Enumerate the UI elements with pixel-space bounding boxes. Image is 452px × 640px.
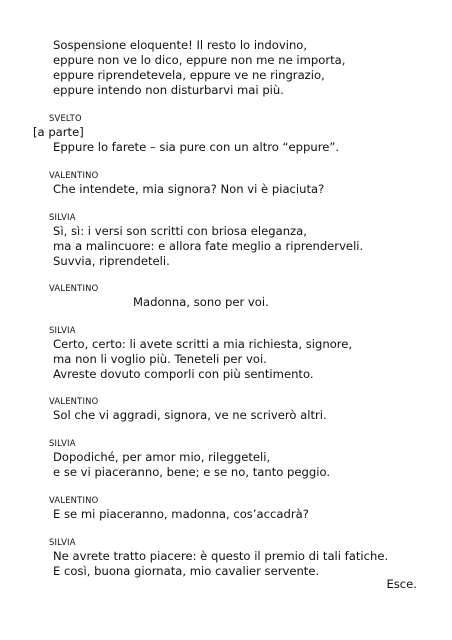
dialogue-line: ma non li voglio più. Teneteli per voi.: [53, 352, 267, 366]
dialogue-line: Suvvia, riprendeteli.: [53, 254, 170, 268]
speaker-name: VALENTINO: [49, 396, 99, 406]
dialogue-line: Eppure lo farete – sia pure con un altro “eppure”.: [53, 140, 340, 154]
dialogue-line: E così, buona giornata, mio cavalier servente.: [53, 564, 320, 578]
speaker-name: SVELTO: [49, 113, 82, 123]
dialogue-line: e se vi piaceranno, bene; e se no, tanto peggio.: [53, 465, 331, 479]
dialogue-line: Madonna, sono per voi.: [133, 295, 269, 309]
dialogue-line: Che intendete, mia signora? Non vi è piaciuta?: [53, 182, 325, 196]
dialogue-line: Avreste dovuto comporli con più sentimento.: [53, 367, 314, 381]
dialogue-line: eppure riprendetevela, eppure ve ne ringrazio,: [53, 68, 325, 82]
dialogue-line: Sì, sì: i versi son scritti con briosa eleganza,: [53, 224, 307, 238]
dialogue-line: eppure non ve lo dico, eppure non me ne importa,: [53, 53, 346, 67]
stage-aside: [a parte]: [33, 125, 84, 139]
dialogue-line: eppure intendo non disturbarvi mai più.: [53, 83, 284, 97]
dialogue-line: Dopodiché, per amor mio, rileggeteli,: [53, 450, 271, 464]
dialogue-line: Ne avrete tratto piacere: è questo il premio di tali fatiche.: [53, 549, 389, 563]
dialogue-line: ma a malincuore: e allora fate meglio a riprenderveli.: [53, 239, 364, 253]
dialogue-line: E se mi piaceranno, madonna, cos’accadrà?: [53, 507, 309, 521]
speaker-name: SILVIA: [49, 212, 76, 222]
dialogue-line: Sospensione eloquente! Il resto lo indovino,: [53, 38, 308, 52]
stage-direction: Esce.: [386, 577, 417, 591]
speaker-name: VALENTINO: [49, 283, 99, 293]
speaker-name: SILVIA: [49, 537, 76, 547]
dialogue-line: Sol che vi aggradi, signora, ve ne scriverò altri.: [53, 408, 327, 422]
dialogue-line: Certo, certo: li avete scritti a mia richiesta, signore,: [53, 337, 353, 351]
speaker-name: SILVIA: [49, 438, 76, 448]
speaker-name: SILVIA: [49, 325, 76, 335]
speaker-name: VALENTINO: [49, 170, 99, 180]
speaker-name: VALENTINO: [49, 495, 99, 505]
